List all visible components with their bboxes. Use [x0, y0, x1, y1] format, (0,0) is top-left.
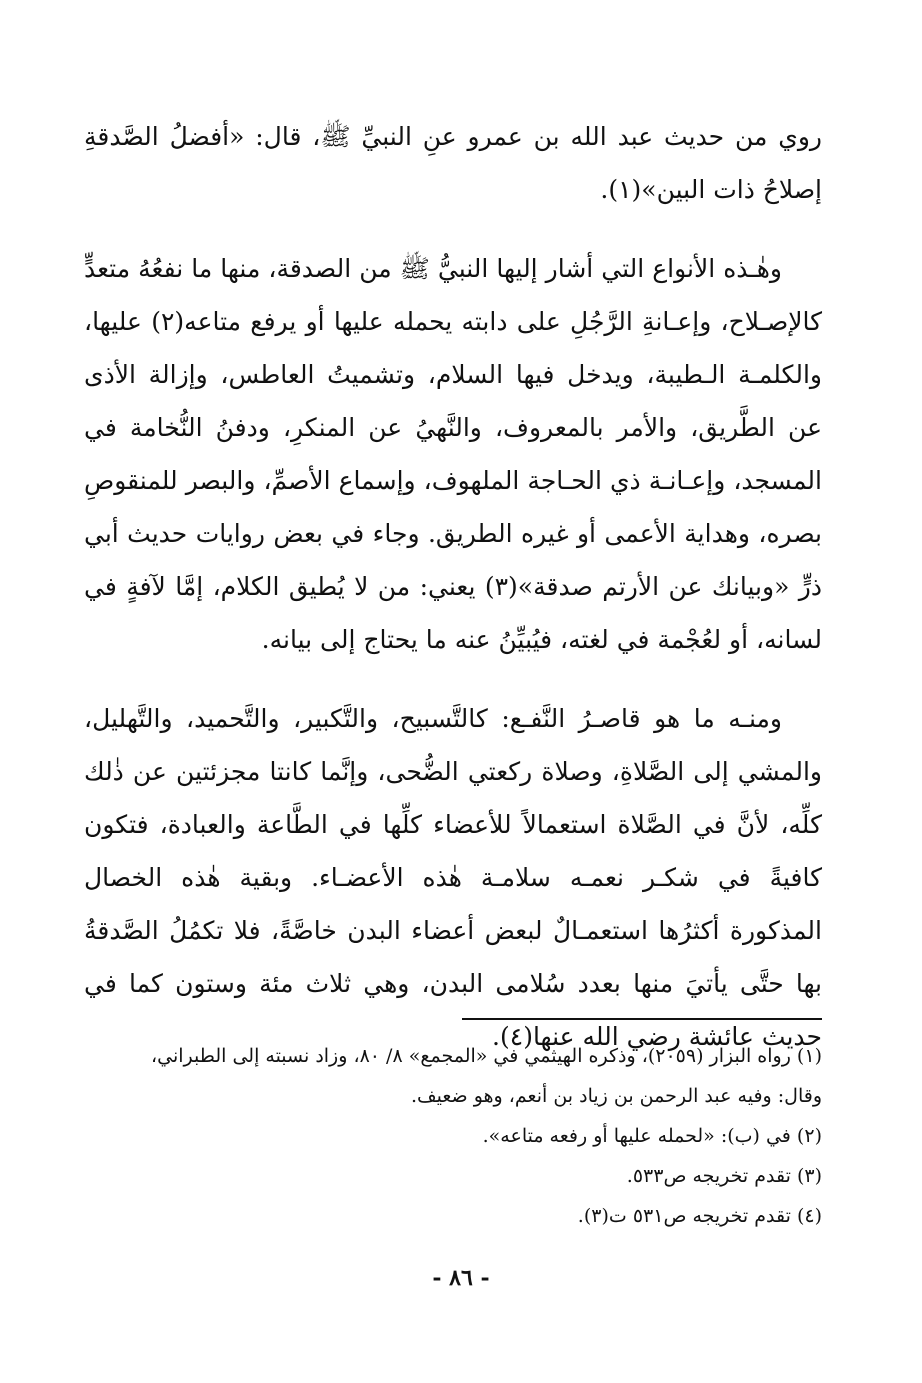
paragraph-1: روي من حديث عبد الله بن عمرو عنِ النبيِّ ﷺ، قال: «أفضلُ الصَّدقةِ إصلاحُ ذات البين»(١). — [84, 122, 822, 204]
main-text — [84, 110, 822, 1089]
footnote-separator — [462, 1018, 822, 1020]
footnote-2: (٢) في (ب): «لحمله عليها أو رفعه متاعه». — [482, 1125, 822, 1147]
footnotes — [84, 1036, 822, 1236]
footnote-1: (١) رواه البزار (٢٠٥٩)، وذكره الهيثمي في «المجمع» ٨/ ٨٠، وزاد نسبته إلى الطبراني، — [151, 1045, 822, 1067]
paragraph-2: وهٰـذه الأنواع التي أشار إليها النبيُّ ﷺ من الصدقة، منها ما نفعُهُ متعدٍّ كالإصـلاح، وإعـانةِ الرَّجُلِ على دابته يحمله عليها أو يرفع متاعه(٢) عليها، والكلمـة الـطيبة، ويدخل فيها السلام، وتشميتُ العاطس، وإزالة الأذى عن الطَّريق، والأمر بالمعروف، والنَّهيُ عن المنكرِ، ودفنُ النُّخامة في المسجد، وإعـانـة ذي الحـاجة الملهوف، وإسماع الأصمِّ، والبصر للمنقوصِ بصره، وهداية الأعمى أو غيره الطريق. وجاء في بعض روايات حديث أبي ذرٍّ «وبيانك عن الأرتم صدقة»(٣) يعني: من لا يُطيق الكلام، إمَّا لآفةٍ في لسانه، أو لعُجْمة في لغته، فيُبيِّنُ عنه ما يحتاج إلى بيانه. — [84, 254, 822, 654]
page-number: - ٨٦ - — [432, 1265, 490, 1291]
footnote-1-continuation: وقال: وفيه عبد الرحمن بن زياد بن أنعم، وهو ضعيف. — [410, 1085, 822, 1107]
footnote-4: (٤) تقدم تخريجه ص٥٣١ ت(٣). — [577, 1205, 822, 1227]
footnote-3: (٣) تقدم تخريجه ص٥٣٣. — [626, 1165, 822, 1187]
paragraph-3: ومنـه ما هو قاصـرُ النَّفـع: كالتَّسبيح، والتَّكبير، والتَّحميد، والتَّهليل، والمشي إلى الصَّلاةِ، وصلاة ركعتي الضُّحى، وإنَّما كانتا مجزئتين عن ذٰلك كلِّه، لأنَّ في الصَّلاة استعمالاً للأعضاء كلِّها في الطَّاعة والعبادة، فتكون كافيةً في شكـر نعمـه سلامـة هٰذه الأعضـاء. وبقية هٰذه الخصال المذكورة أكثرُها استعمـالٌ لبعض أعضاء البدن خاصَّةً، فلا تكمُلُ الصَّدقةُ بها حتَّى يأتيَ منها بعدد سُلامى البدن، وهي ثلاث مئة وستون كما في حديث عائشة رضي الله عنها(٤). — [84, 704, 822, 1051]
